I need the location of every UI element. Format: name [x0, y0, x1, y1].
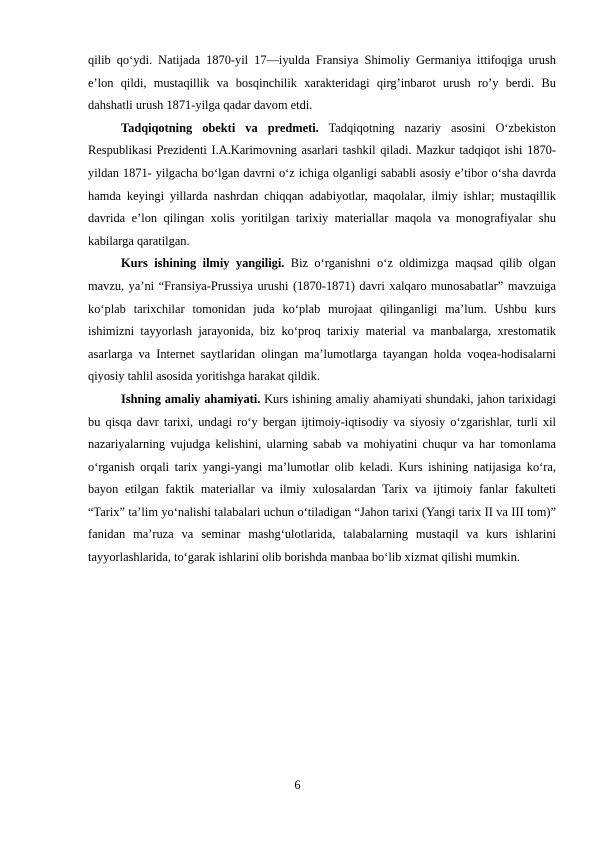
paragraph-intro-text: qilib qo‘ydi. Natijada 1870-yil 17—iyulda Fransiya Shimoliy Germaniya ittifoqiga urush e’lon qildi, mustaqillik va bosqinchilik xarakteridagi qirg’inbarot urush ro’y berdi. Bu dahshatli urush 1871-yilga qadar davom etdi.: [88, 53, 556, 113]
body-practical-significance: Kurs ishining amaliy ahamiyati shundaki, jahon tarixidagi bu qisqa davr tarixi, undagi ro‘y bergan ijtimoiy-iqtisodiy va siyosiy o‘zgarishlar, turli xil nazariyalarning vujudga kelishini, ularning sabab va mohiyatini chuqur va har tomonlama o‘rganish orqali tarix yangi-yangi ma’lumotlar olib keladi. Kurs ishining natijasiga ko‘ra, bayon etilgan faktik materiallar va ilmiy xulosalardan Tarix va ijtimoiy fanlar fakulteti “Tarix” ta’lim yo‘nalishi talabalari uchun o‘tiladigan “Jahon tarixi (Yangi tarix II va III tom)” fanidan ma’ruza va seminar mashg‘ulotlarida, talabalarning mustaqil va kurs ishlarini tayyorlashlarida, to‘garak ishlarini olib borishda manbaa bo‘lib xizmat qilishi mumkin.: [88, 391, 556, 565]
heading-scientific-novelty: Kurs ishining ilmiy yangiligi.: [121, 256, 285, 271]
page-number: 6: [294, 778, 301, 792]
body-research-object: Tadqiqotning nazariy asosini O‘zbekiston Respublikasi Prezidenti I.A.Karimovning asarlari tashkil qiladi. Mazkur tadqiqot ishi 1870- yildan 1871- yilgacha bo‘lgan davrni o‘z ichiga olganligi sababli asosiy e’tibor o‘sha davrda hamda keyingi yillarda nashrdan chiqqan adabiyotlar, maqolalar, ilmiy ishlar; mustaqillik davrida e’lon qilingan xolis yoritilgan tarixiy materiallar maqola va monografiyalar shu kabilarga qaratilgan.: [88, 120, 557, 248]
document-page: [88, 49, 556, 569]
heading-practical-significance: Ishning amaliy ahamiyati.: [121, 391, 261, 406]
paragraph-practical-significance: [88, 388, 556, 569]
body-scientific-novelty: Biz o‘rganishni o‘z oldimizga maqsad qilib olgan mavzu, ya’ni “Fransiya-Prussiya urushi (1870-1871) davri xalqaro munosabatlar” mavzuiga ko‘plab tarixchilar tomonidan juda ko‘plab murojaat qilinganligi ma’lum. Ushbu kurs ishimizni tayyorlash jarayonida, biz ko‘proq tarixiy material va manbalarga, xrestomatik asarlarga va Internet saytlaridan olingan ma’lumotlarga tayangan holda voqea-hodisalarni qiyosiy tahlil asosida yoritishga harakat qildik.: [88, 256, 557, 384]
heading-research-object: Tadqiqotning obekti va predmeti.: [121, 120, 319, 135]
paragraph-research-object: [88, 117, 556, 253]
paragraph-scientific-novelty: [88, 252, 556, 388]
paragraph-intro: [88, 49, 556, 117]
